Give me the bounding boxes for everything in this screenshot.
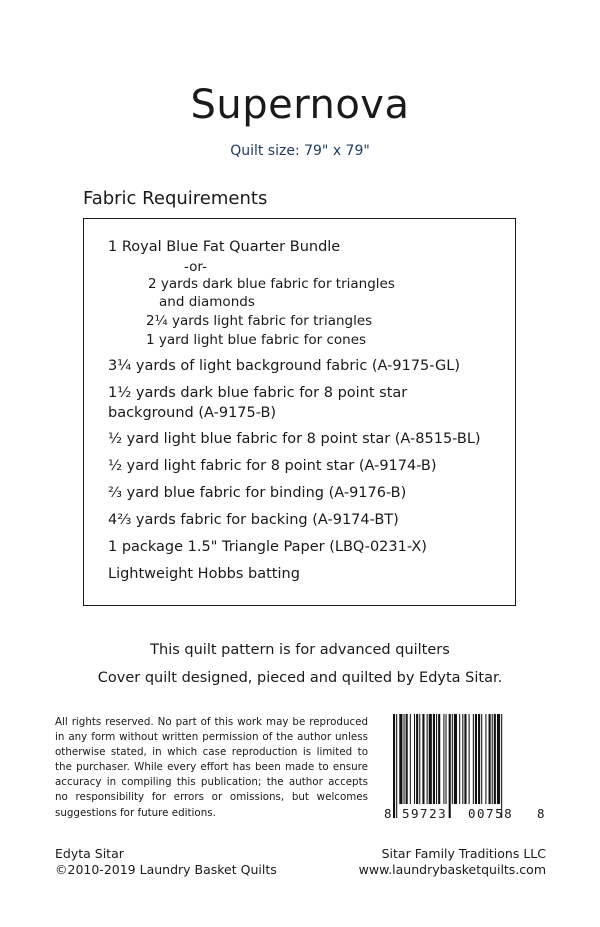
- barcode-bar: [419, 714, 420, 804]
- req-triangle-paper: 1 package 1.5" Triangle Paper (LBQ-0231-X): [108, 539, 427, 555]
- barcode-bar: [438, 714, 440, 804]
- barcode-bar: [433, 714, 435, 804]
- req-dark-blue-cont: and diamonds: [159, 294, 255, 310]
- req-light-triangles: 2¼ yards light fabric for triangles: [146, 313, 373, 329]
- footer-website: www.laundrybasketquilts.com: [358, 862, 546, 877]
- quilt-size: Quilt size: 79" x 79": [230, 143, 370, 159]
- barcode-bar: [396, 714, 397, 818]
- barcode-bar: [414, 714, 415, 804]
- barcode-bar: [452, 714, 453, 804]
- barcode-bar: [406, 714, 408, 804]
- barcode-bar: [481, 714, 482, 804]
- barcode: [384, 714, 546, 826]
- req-dark-blue: 2 yards dark blue fabric for triangles: [148, 276, 395, 292]
- barcode-bar: [478, 714, 480, 804]
- fabric-requirements-box: [83, 218, 516, 606]
- barcode-bar: [469, 714, 470, 804]
- barcode-bar: [454, 714, 457, 804]
- req-backing: 4⅔ yards fabric for backing (A-9174-BT): [108, 512, 399, 528]
- req-background: 3¼ yards of light background fabric (A-9175-GL): [108, 358, 461, 374]
- barcode-bar: [494, 714, 496, 804]
- barcode-bar: [462, 714, 463, 804]
- footer-company: Sitar Family Traditions LLC: [381, 846, 546, 861]
- barcode-bar: [399, 714, 402, 804]
- barcode-bar: [410, 714, 411, 804]
- barcode-bar: [404, 714, 405, 804]
- barcode-bar: [497, 714, 500, 804]
- barcode-bar: [446, 714, 447, 804]
- req-star-bg-2: background (A-9175-B): [108, 405, 277, 421]
- barcode-digits-left: 59723: [402, 806, 448, 821]
- fabric-requirements-heading: Fabric Requirements: [83, 188, 268, 209]
- req-light-blue-star: ½ yard light blue fabric for 8 point star (A-8515-BL): [108, 431, 481, 447]
- barcode-bar: [475, 714, 477, 804]
- barcode-bar: [501, 714, 502, 818]
- req-star-bg-1: 1½ yards dark blue fabric for 8 point star: [108, 385, 408, 401]
- credit-note: Cover quilt designed, pieced and quilted by Edyta Sitar.: [97, 670, 503, 686]
- barcode-bar: [443, 714, 444, 804]
- barcode-bar: [492, 714, 493, 804]
- barcode-digit-first: 8: [384, 806, 392, 821]
- barcode-bar: [427, 714, 428, 804]
- footer-author: Edyta Sitar: [55, 846, 124, 861]
- req-light-blue-cones: 1 yard light blue fabric for cones: [146, 332, 367, 348]
- copyright-legal-text: All rights reserved. No part of this work may be reproduced in any form without written permission of the author unless otherwise stated, in which case reproduction is limited to the purchaser. While every effort has been made to ensure accuracy in compiling this publication; the author accepts no responsibility for errors or omissions, but welcomes suggestions for future editions.: [55, 716, 368, 819]
- barcode-digits-right: 00758: [468, 806, 514, 821]
- req-light-star: ½ yard light fabric for 8 point star (A-9174-B): [108, 458, 437, 474]
- barcode-bars: [393, 714, 537, 818]
- barcode-bar: [416, 714, 418, 804]
- barcode-bar: [449, 714, 451, 818]
- barcode-bar: [489, 714, 491, 804]
- footer-copyright: ©2010-2019 Laundry Basket Quilts: [55, 862, 277, 877]
- pattern-title: Supernova: [190, 82, 410, 128]
- barcode-bar: [422, 714, 424, 804]
- req-binding: ⅔ yard blue fabric for binding (A-9176-B): [108, 485, 407, 501]
- barcode-bar: [436, 714, 437, 804]
- req-batting: Lightweight Hobbs batting: [108, 566, 300, 582]
- barcode-digit-last: 8: [537, 806, 545, 821]
- barcode-bar: [473, 714, 474, 804]
- req-bundle: 1 Royal Blue Fat Quarter Bundle: [108, 239, 341, 255]
- barcode-bar: [464, 714, 466, 804]
- advanced-note: This quilt pattern is for advanced quilters: [150, 642, 450, 658]
- req-or: -or-: [184, 259, 207, 275]
- barcode-bar: [459, 714, 460, 804]
- barcode-bar: [485, 714, 486, 804]
- barcode-bar: [429, 714, 432, 804]
- barcode-bar: [393, 714, 395, 818]
